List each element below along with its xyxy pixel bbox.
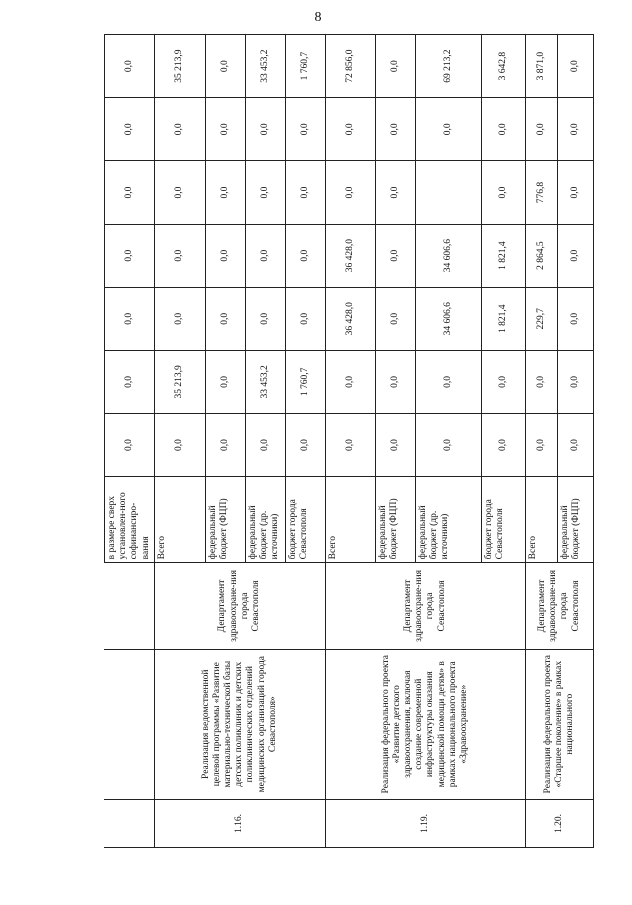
- funding-source-cell: Всего: [325, 477, 375, 563]
- executor-cell: Департамент здравоохране-ния города Севастополя: [325, 563, 525, 649]
- value-cell: 0,0: [325, 98, 375, 161]
- value-cell: 0,0: [525, 350, 557, 413]
- funding-source-cell: в размере сверх установлен-ного софинансиро-вания: [105, 477, 155, 563]
- value-cell: 0,0: [375, 224, 415, 287]
- value-cell: 0,0: [557, 350, 593, 413]
- value-cell: 0,0: [415, 98, 481, 161]
- value-cell: 0,0: [285, 287, 325, 350]
- value-cell: 0,0: [525, 413, 557, 476]
- value-cell: 0,0: [154, 287, 205, 350]
- value-cell: 229,7: [525, 287, 557, 350]
- value-cell: 0,0: [245, 413, 285, 476]
- item-number-cell: 1.19.: [325, 799, 525, 847]
- value-cell: 0,0: [285, 161, 325, 224]
- funding-source-cell: федеральный бюджет (ФЦП): [557, 477, 593, 563]
- item-name-cell: Реализация федерального проекта «Старшее поколение» в рамках национального: [525, 649, 593, 799]
- value-cell: 0,0: [375, 287, 415, 350]
- value-cell: 0,0: [557, 287, 593, 350]
- value-cell: 1 821,4: [481, 224, 525, 287]
- value-cell: 0,0: [245, 224, 285, 287]
- value-cell: 0,0: [415, 350, 481, 413]
- value-cell: 0,0: [205, 287, 245, 350]
- value-cell: 0,0: [481, 413, 525, 476]
- value-cell: 0,0: [557, 224, 593, 287]
- value-cell: 0,0: [557, 161, 593, 224]
- value-cell: 0,0: [245, 287, 285, 350]
- value-cell: 0,0: [154, 161, 205, 224]
- page-number: 8: [314, 10, 322, 25]
- value-cell: 0,0: [105, 161, 155, 224]
- table-row: [325, 35, 375, 848]
- value-cell: 0,0: [245, 161, 285, 224]
- funding-source-cell: федеральный бюджет (ФЦП): [375, 477, 415, 563]
- value-cell: 0,0: [105, 350, 155, 413]
- value-cell: 0,0: [245, 98, 285, 161]
- value-cell: 0,0: [525, 98, 557, 161]
- value-cell: 1 760,7: [285, 35, 325, 98]
- value-cell: 0,0: [154, 224, 205, 287]
- budget-table-rotated: [104, 34, 590, 848]
- item-number-cell: 1.20.: [525, 799, 593, 847]
- value-cell: 3 871,0: [525, 35, 557, 98]
- value-cell: 69 213,2: [415, 35, 481, 98]
- value-cell: 0,0: [557, 35, 593, 98]
- value-cell: 0,0: [105, 98, 155, 161]
- value-cell: 0,0: [375, 35, 415, 98]
- item-name-cell: [105, 649, 155, 799]
- value-cell: 0,0: [154, 98, 205, 161]
- value-cell: 776,8: [525, 161, 557, 224]
- value-cell: 0,0: [285, 98, 325, 161]
- value-cell: 0,0: [285, 224, 325, 287]
- value-cell: 0,0: [205, 350, 245, 413]
- value-cell: 0,0: [375, 161, 415, 224]
- value-cell: 0,0: [557, 413, 593, 476]
- item-number-cell: 1.16.: [154, 799, 325, 847]
- funding-source-cell: бюджет города Севастополя: [285, 477, 325, 563]
- value-cell: 0,0: [325, 161, 375, 224]
- value-cell: 1 821,4: [481, 287, 525, 350]
- table-row: [154, 35, 205, 848]
- executor-cell: Департамент здравоохране-ния города Севастополя: [154, 563, 325, 649]
- value-cell: 0,0: [285, 413, 325, 476]
- value-cell: 3 642,8: [481, 35, 525, 98]
- funding-source-cell: федеральный бюджет (др. источники): [245, 477, 285, 563]
- value-cell: 72 856,0: [325, 35, 375, 98]
- value-cell: 36 428,0: [325, 224, 375, 287]
- value-cell: 36 428,0: [325, 287, 375, 350]
- funding-source-cell: федеральный бюджет (др. источники): [415, 477, 481, 563]
- value-cell: 2 864,5: [525, 224, 557, 287]
- funding-source-cell: Всего: [154, 477, 205, 563]
- value-cell: 34 606,6: [415, 287, 481, 350]
- value-cell: 0,0: [481, 161, 525, 224]
- value-cell: [415, 161, 481, 224]
- item-name-cell: Реализация ведомственной целевой программы «Развитие материально-технической базы детских поликлиник и детских поликлинических отделений медицинских организаций города Севастополя»: [154, 649, 325, 799]
- value-cell: 0,0: [205, 35, 245, 98]
- value-cell: 35 213,9: [154, 35, 205, 98]
- value-cell: 0,0: [105, 35, 155, 98]
- item-name-cell: Реализация федерального проекта «Развитие детского здравоохранения, включая создание современной инфраструктуры оказания медицинской помощи детям» в рамках национального проекта «Здравоохранение»: [325, 649, 525, 799]
- value-cell: 0,0: [325, 413, 375, 476]
- value-cell: 0,0: [375, 413, 415, 476]
- value-cell: 0,0: [205, 98, 245, 161]
- executor-cell: [105, 563, 155, 649]
- funding-source-cell: бюджет города Севастополя: [481, 477, 525, 563]
- item-number-cell: [105, 799, 155, 847]
- value-cell: 0,0: [205, 161, 245, 224]
- table-row: [525, 35, 557, 848]
- budget-table: [104, 34, 594, 848]
- value-cell: 0,0: [105, 287, 155, 350]
- value-cell: 0,0: [375, 350, 415, 413]
- value-cell: 0,0: [557, 98, 593, 161]
- value-cell: 1 760,7: [285, 350, 325, 413]
- value-cell: 0,0: [375, 98, 415, 161]
- executor-cell: Департамент здравоохране-ния города Севастополя: [525, 563, 593, 649]
- value-cell: 34 606,6: [415, 224, 481, 287]
- funding-source-cell: федеральный бюджет (ФЦП): [205, 477, 245, 563]
- value-cell: 0,0: [325, 350, 375, 413]
- value-cell: 0,0: [105, 413, 155, 476]
- value-cell: 0,0: [205, 413, 245, 476]
- value-cell: 0,0: [154, 413, 205, 476]
- value-cell: 0,0: [415, 413, 481, 476]
- table-row: [105, 35, 155, 848]
- funding-source-cell: Всего: [525, 477, 557, 563]
- value-cell: 0,0: [481, 350, 525, 413]
- value-cell: 0,0: [481, 98, 525, 161]
- value-cell: 0,0: [205, 224, 245, 287]
- value-cell: 33 453,2: [245, 350, 285, 413]
- value-cell: 0,0: [105, 224, 155, 287]
- value-cell: 35 213,9: [154, 350, 205, 413]
- value-cell: 33 453,2: [245, 35, 285, 98]
